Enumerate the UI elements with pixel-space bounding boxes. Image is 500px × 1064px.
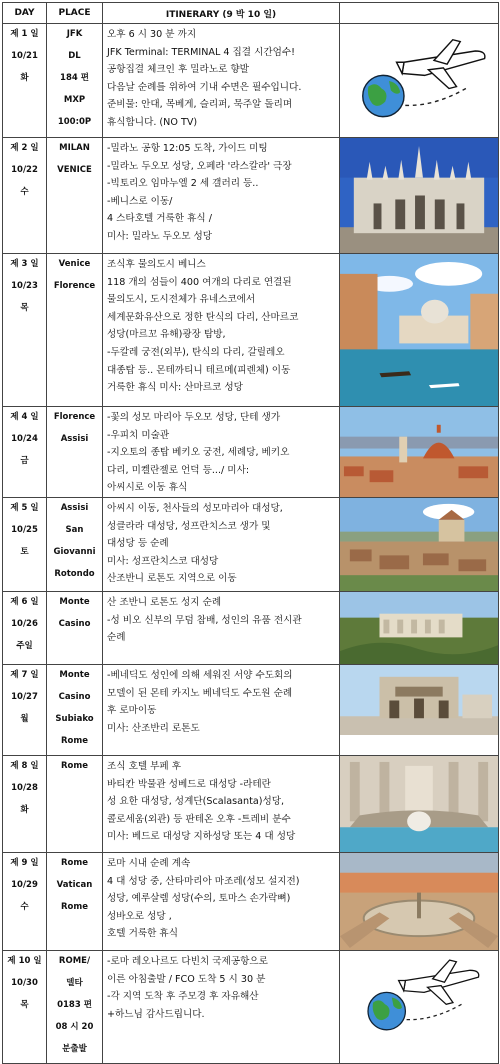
airplane-globe-clipart bbox=[340, 951, 498, 1043]
image-cell bbox=[340, 592, 499, 665]
place-text: Rotondo bbox=[54, 569, 95, 579]
place-text: San bbox=[65, 525, 84, 535]
itinerary-line: 4 대 성당 중, 산타마리아 마조레(성모 설지전) bbox=[107, 875, 300, 887]
itinerary-line: 성 요한 대성당, 성계단(Scalasanta)성당, bbox=[107, 796, 285, 808]
itinerary-row bbox=[3, 407, 499, 498]
itinerary-line: 바티칸 박물관 성베드로 대성당 -라테란 bbox=[107, 778, 271, 790]
header-image bbox=[340, 3, 499, 24]
place-text: Rome bbox=[60, 902, 88, 912]
itinerary-line: 호텔 거룩한 휴식 bbox=[107, 928, 178, 940]
place-cell bbox=[47, 853, 103, 951]
day-text: 제 5 일 bbox=[10, 503, 39, 513]
itinerary-line: 4 스타호텔 거룩한 휴식 / bbox=[107, 213, 212, 225]
itinerary-line: -꽃의 성모 마리아 두오모 성당, 단테 생가 bbox=[107, 412, 281, 423]
day-cell bbox=[3, 254, 47, 407]
place-text: Venice bbox=[58, 259, 91, 269]
itinerary-cell bbox=[103, 407, 340, 498]
day-cell bbox=[3, 665, 47, 756]
itinerary-line: -두칼레 궁전(외부), 탄식의 다리, 갈릴레오 bbox=[107, 346, 285, 358]
day-text: 금 bbox=[20, 456, 29, 466]
itinerary-line: 미사: 성프란치스코 대성당 bbox=[107, 555, 219, 567]
itinerary-line: 조식 호텔 부페 후 bbox=[107, 761, 182, 772]
place-text: DL bbox=[68, 51, 81, 61]
itinerary-line: 순례 bbox=[107, 632, 126, 644]
itinerary-line: +하느님 감사드립니다. bbox=[107, 1008, 205, 1020]
day-text: 제 2 일 bbox=[10, 143, 39, 153]
day-text: 10/29 bbox=[11, 880, 38, 890]
place-cell bbox=[47, 254, 103, 407]
place-cell bbox=[47, 665, 103, 756]
itinerary-row bbox=[3, 853, 499, 951]
day-text: 수 bbox=[20, 902, 29, 912]
assisi-hilltown-photo bbox=[340, 498, 498, 591]
florence-skyline-photo bbox=[340, 407, 498, 497]
itinerary-line: -베니스로 이동/ bbox=[107, 195, 173, 207]
itinerary-cell bbox=[103, 951, 340, 1064]
image-cell bbox=[340, 665, 499, 756]
day-text: 제 7 일 bbox=[10, 670, 39, 680]
itinerary-line: -베네딕도 성인에 의해 세워진 서양 수도회의 bbox=[107, 670, 293, 681]
itinerary-line: 미사: 산조반리 로톤도 bbox=[107, 722, 200, 734]
image-cell bbox=[340, 254, 499, 407]
itinerary-line: 다음날 순례를 위하여 기내 수면은 필수입니다. bbox=[107, 81, 302, 93]
place-text: Monte bbox=[59, 597, 90, 607]
place-text: 델타 bbox=[66, 978, 83, 988]
itinerary-row bbox=[3, 498, 499, 592]
day-text: 10/28 bbox=[11, 783, 38, 793]
header-row bbox=[3, 3, 499, 24]
itinerary-line: 모델이 된 몬테 카지노 베네딕도 수도원 순례 bbox=[107, 687, 293, 699]
place-text: MXP bbox=[63, 95, 86, 105]
place-text: 분출발 bbox=[62, 1044, 87, 1054]
place-text: Vatican bbox=[56, 880, 93, 890]
place-text: Florence bbox=[53, 281, 96, 291]
itinerary-row bbox=[3, 951, 499, 1064]
place-text: MILAN bbox=[59, 143, 90, 153]
day-text: 10/30 bbox=[11, 978, 38, 988]
place-text: Giovanni bbox=[53, 547, 96, 557]
header-day: DAY bbox=[3, 3, 47, 24]
place-cell bbox=[47, 138, 103, 254]
itinerary-row bbox=[3, 665, 499, 756]
place-text: Casino bbox=[58, 619, 91, 629]
itinerary-line: -로마 레오나르도 다빈치 국제공항으로 bbox=[107, 956, 268, 967]
day-text: 제 6 일 bbox=[10, 597, 39, 607]
st-peters-square-photo bbox=[340, 853, 498, 950]
day-text: 주일 bbox=[16, 641, 33, 651]
image-cell bbox=[340, 853, 499, 951]
itinerary-line: 로마 시내 순례 계속 bbox=[107, 858, 191, 869]
itinerary-line: -밀라노 공항 12:05 도착, 가이드 미팅 bbox=[107, 143, 268, 154]
place-cell bbox=[47, 498, 103, 592]
header-place: PLACE bbox=[47, 3, 103, 24]
itinerary-line: 성당, 예루살렘 성당(수의, 토마스 손가락뼈) bbox=[107, 893, 291, 905]
itinerary-line: 아씨시 이동, 천사들의 성모마리아 대성당, bbox=[107, 503, 283, 514]
itinerary-line: 조식후 물의도시 베니스 bbox=[107, 259, 206, 270]
day-text: 화 bbox=[20, 805, 29, 815]
day-cell bbox=[3, 407, 47, 498]
day-text: 10/25 bbox=[11, 525, 38, 535]
day-cell bbox=[3, 756, 47, 853]
itinerary-line: 준비물: 안대, 목베게, 슬리퍼, 묵주알 돌리며 bbox=[107, 99, 293, 111]
itinerary-cell bbox=[103, 24, 340, 138]
place-text: Florence bbox=[53, 412, 96, 422]
itinerary-row bbox=[3, 254, 499, 407]
place-text: Monte bbox=[59, 670, 90, 680]
venice-grand-canal-photo bbox=[340, 254, 498, 406]
place-text: 100:0P bbox=[57, 117, 92, 127]
itinerary-line: 미사: 밀라노 두오모 성당 bbox=[107, 230, 213, 242]
itinerary-line: 거룩한 휴식 미사: 산마르코 성당 bbox=[107, 382, 243, 394]
image-cell bbox=[340, 407, 499, 498]
itinerary-line: -밀라노 두오모 성당, 오페라 '라스칼라' 극장 bbox=[107, 160, 292, 172]
header-itinerary: ITINERARY (9 박 10 일) bbox=[103, 3, 340, 24]
day-text: 토 bbox=[20, 547, 29, 557]
day-text: 제 4 일 bbox=[10, 412, 39, 422]
day-text: 목 bbox=[20, 1000, 29, 1010]
church-facade-photo bbox=[340, 665, 498, 735]
itinerary-row bbox=[3, 138, 499, 254]
itinerary-line: 대성당 등 순례 bbox=[107, 538, 169, 550]
itinerary-cell bbox=[103, 665, 340, 756]
milan-duomo-photo bbox=[340, 138, 498, 253]
itinerary-cell bbox=[103, 592, 340, 665]
itinerary-line: 대종탑 등.. 몬테까티니 테르메(피렌체) 이동 bbox=[107, 364, 291, 376]
itinerary-line: 오후 6 시 30 분 까지 bbox=[107, 29, 197, 40]
place-text: 184 편 bbox=[60, 73, 89, 83]
day-text: 10/22 bbox=[11, 165, 38, 175]
place-text: 08 시 20 bbox=[55, 1022, 94, 1032]
place-cell bbox=[47, 24, 103, 138]
day-text: 10/21 bbox=[11, 51, 38, 61]
image-cell bbox=[340, 138, 499, 254]
image-cell bbox=[340, 24, 499, 138]
itinerary-line: JFK Terminal: TERMINAL 4 집결 시간엄수! bbox=[107, 46, 295, 58]
monte-cassino-abbey-photo bbox=[340, 592, 498, 664]
itinerary-line: 성당(마르꼬 유해)광장 탐방, bbox=[107, 329, 226, 341]
day-cell bbox=[3, 24, 47, 138]
itinerary-line: 성클라라 대성당, 성프란치스코 생가 및 bbox=[107, 520, 271, 532]
itinerary-line: 물의도시, 도시전체가 유네스코에서 bbox=[107, 294, 256, 306]
airplane-globe-clipart bbox=[340, 24, 498, 137]
day-text: 제 3 일 bbox=[10, 259, 39, 269]
place-text: Subiako bbox=[55, 714, 94, 724]
image-cell bbox=[340, 756, 499, 853]
itinerary-cell bbox=[103, 498, 340, 592]
itinerary-line: 세계문화유산으로 정한 탄식의 다리, 산마르코 bbox=[107, 311, 299, 323]
day-cell bbox=[3, 853, 47, 951]
day-text: 제 9 일 bbox=[10, 858, 39, 868]
place-cell bbox=[47, 407, 103, 498]
place-text: JFK bbox=[66, 29, 83, 39]
itinerary-line: 콜로세움(외관) 등 판테온 오후 -트레비 분수 bbox=[107, 813, 291, 825]
day-text: 제 10 일 bbox=[7, 956, 42, 966]
day-text: 월 bbox=[20, 714, 29, 724]
itinerary-line: 미사: 베드로 대성당 지하성당 또는 4 대 성당 bbox=[107, 831, 296, 843]
itinerary-cell bbox=[103, 138, 340, 254]
image-cell bbox=[340, 498, 499, 592]
day-text: 제 1 일 bbox=[10, 29, 39, 39]
itinerary-line: 이른 아침출발 / FCO 도착 5 시 30 분 bbox=[107, 973, 266, 985]
itinerary-line: 후 로마이동 bbox=[107, 705, 157, 717]
day-text: 10/24 bbox=[11, 434, 38, 444]
itinerary-line: -각 지역 도착 후 주모경 후 자유해산 bbox=[107, 991, 259, 1003]
itinerary-line: 성바오로 성당 , bbox=[107, 910, 172, 922]
itinerary-table bbox=[2, 2, 499, 1064]
day-text: 제 8 일 bbox=[10, 761, 39, 771]
image-cell bbox=[340, 951, 499, 1064]
place-text: 0183 편 bbox=[57, 1000, 92, 1010]
itinerary-row bbox=[3, 756, 499, 853]
itinerary-line: 118 개의 섬들이 400 여개의 다리로 연결된 bbox=[107, 276, 292, 288]
day-cell bbox=[3, 138, 47, 254]
itinerary-line: 공항집결 체크인 후 밀라노로 향발 bbox=[107, 64, 249, 76]
itinerary-cell bbox=[103, 254, 340, 407]
place-text: Casino bbox=[58, 692, 91, 702]
itinerary-line: -성 비오 신부의 무덤 참배, 성인의 유품 전시관 bbox=[107, 614, 302, 626]
place-text: Assisi bbox=[60, 434, 89, 444]
itinerary-line: 다리, 미켈란젤로 언덕 등.../ 미사: bbox=[107, 464, 250, 476]
itinerary-cell bbox=[103, 853, 340, 951]
day-cell bbox=[3, 592, 47, 665]
place-text: VENICE bbox=[57, 165, 92, 175]
itinerary-line: 아씨시로 이동 휴식 bbox=[107, 482, 188, 494]
itinerary-line: -우피치 미술관 bbox=[107, 429, 170, 441]
place-text: Rome bbox=[60, 736, 88, 746]
day-text: 화 bbox=[20, 73, 29, 83]
itinerary-row bbox=[3, 592, 499, 665]
place-cell bbox=[47, 951, 103, 1064]
itinerary-cell bbox=[103, 756, 340, 853]
place-text: Assisi bbox=[60, 503, 89, 513]
itinerary-line: 산조반니 로톤도 지역으로 이동 bbox=[107, 573, 237, 585]
day-text: 10/27 bbox=[11, 692, 38, 702]
itinerary-line: -빅토리오 임마누엘 2 세 갤러리 등.. bbox=[107, 178, 259, 190]
place-cell bbox=[47, 592, 103, 665]
day-cell bbox=[3, 498, 47, 592]
place-text: Rome bbox=[60, 761, 88, 771]
day-text: 목 bbox=[20, 303, 29, 313]
day-text: 10/23 bbox=[11, 281, 38, 291]
place-text: ROME/ bbox=[58, 956, 91, 966]
day-text: 수 bbox=[20, 187, 29, 197]
itinerary-line: 산 조반니 로톤도 성지 순례 bbox=[107, 597, 222, 608]
itinerary-line: 휴식합니다. (NO TV) bbox=[107, 116, 198, 128]
place-text: Rome bbox=[60, 858, 88, 868]
day-text: 10/26 bbox=[11, 619, 38, 629]
itinerary-row bbox=[3, 24, 499, 138]
place-cell bbox=[47, 756, 103, 853]
day-cell bbox=[3, 951, 47, 1064]
itinerary-line: -지오토의 종탑 베키오 궁전, 세례당, 베키오 bbox=[107, 447, 290, 459]
trevi-fountain-photo bbox=[340, 756, 498, 852]
